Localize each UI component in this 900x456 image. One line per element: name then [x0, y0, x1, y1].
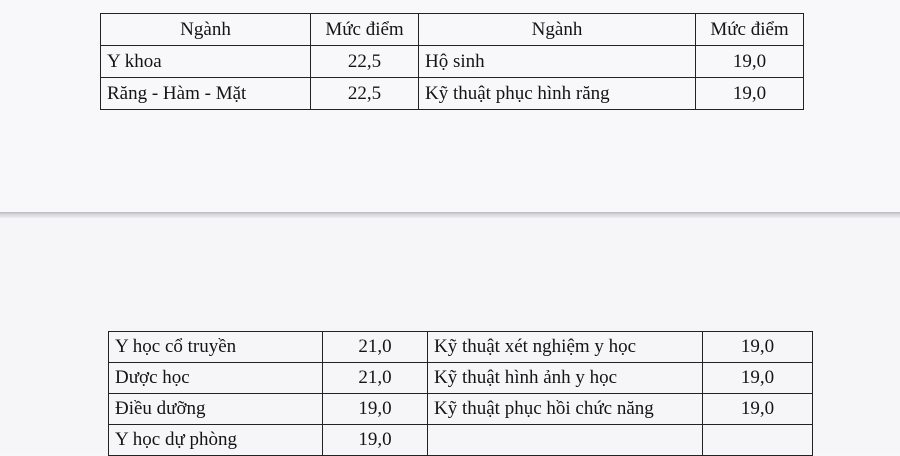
major-cell: Kỹ thuật phục hình răng: [419, 78, 696, 110]
score-cell: 22,5: [311, 46, 419, 78]
score-table-top: [100, 13, 804, 110]
table-row: [109, 394, 813, 425]
major-cell: Kỹ thuật phục hồi chức năng: [428, 394, 703, 425]
header-major: Ngành: [101, 14, 311, 46]
score-table-bottom: [108, 331, 813, 456]
major-cell: Y học dự phòng: [109, 425, 323, 456]
score-cell: 19,0: [323, 394, 428, 425]
table-header-row: [101, 14, 804, 46]
table-row: [109, 363, 813, 394]
score-cell: 19,0: [703, 363, 813, 394]
major-cell: Y khoa: [101, 46, 311, 78]
major-cell: Kỹ thuật hình ảnh y học: [428, 363, 703, 394]
score-cell: 22,5: [311, 78, 419, 110]
header-score: Mức điểm: [311, 14, 419, 46]
score-cell: [703, 425, 813, 456]
score-cell: 21,0: [323, 332, 428, 363]
major-cell: Dược học: [109, 363, 323, 394]
major-cell: Kỹ thuật xét nghiệm y học: [428, 332, 703, 363]
score-cell: 19,0: [703, 394, 813, 425]
table-row: [101, 78, 804, 110]
table-row: [109, 332, 813, 363]
score-cell: 19,0: [696, 78, 804, 110]
table-row: [109, 425, 813, 456]
header-score: Mức điểm: [696, 14, 804, 46]
major-cell: Răng - Hàm - Mặt: [101, 78, 311, 110]
major-cell: [428, 425, 703, 456]
score-cell: 21,0: [323, 363, 428, 394]
score-cell: 19,0: [323, 425, 428, 456]
major-cell: Hộ sinh: [419, 46, 696, 78]
score-cell: 19,0: [696, 46, 804, 78]
major-cell: Y học cổ truyền: [109, 332, 323, 363]
score-cell: 19,0: [703, 332, 813, 363]
table-row: [101, 46, 804, 78]
header-major: Ngành: [419, 14, 696, 46]
major-cell: Điều dưỡng: [109, 394, 323, 425]
